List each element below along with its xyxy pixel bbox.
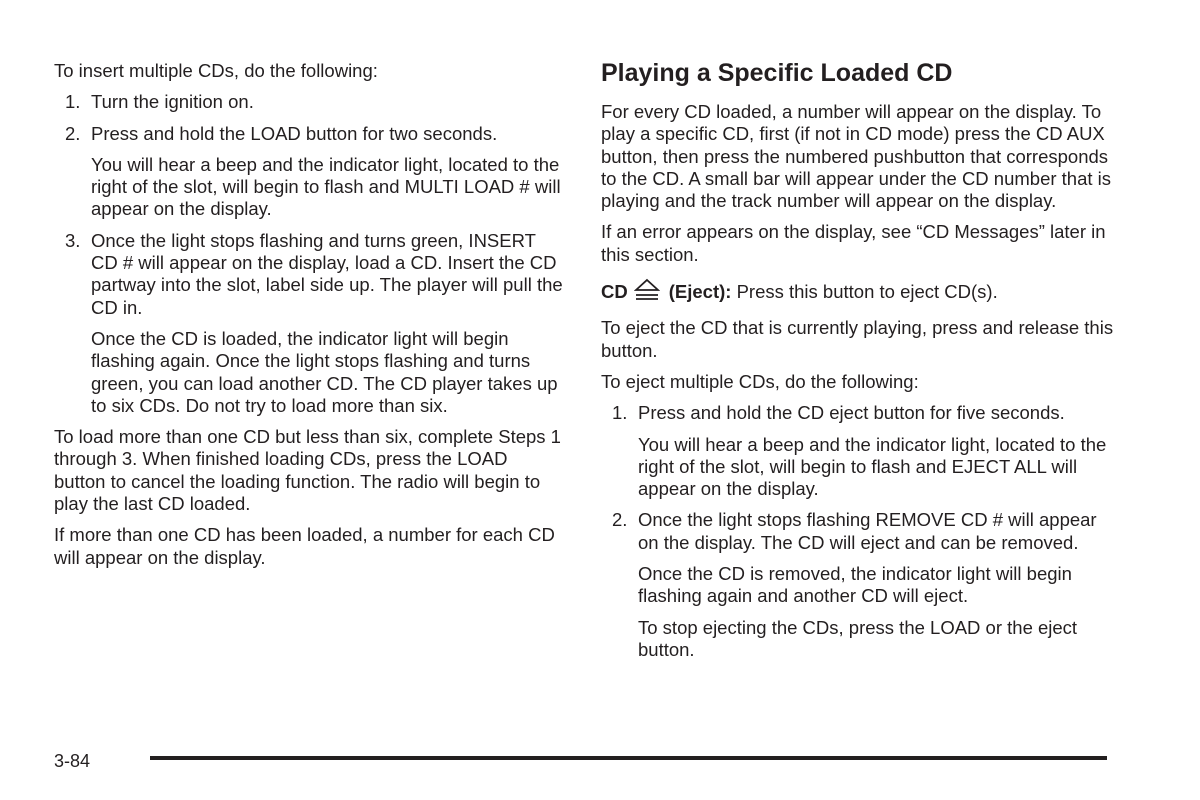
eject-label-suffix: (Eject):	[668, 281, 732, 303]
step-text: Press and hold the CD eject button for five seconds.	[638, 402, 1065, 424]
step-number: 2.	[65, 122, 81, 144]
eject-icon	[634, 278, 660, 305]
step-number: 1.	[65, 91, 81, 113]
list-item	[54, 91, 564, 113]
eject-description-text: Press this button to eject CD(s).	[736, 281, 998, 303]
step-number: 3.	[65, 229, 81, 251]
step-number: 1.	[612, 402, 628, 424]
body-paragraph: To load more than one CD but less than six, complete Steps 1 through 3. When finished loading CDs, press the LOAD button to cancel the loading function. The radio will begin to play the last CD loaded.	[54, 426, 561, 515]
step-text: Once the light stops flashing REMOVE CD # will appear on the display. The CD will eject and can be removed.	[638, 509, 1097, 553]
step-number: 2.	[612, 509, 628, 531]
body-paragraph: If an error appears on the display, see “CD Messages” later in this section.	[601, 221, 1106, 265]
step-detail: Once the CD is loaded, the indicator light will begin flashing again. Once the light stops flashing and turns green, you can load another CD. The CD player takes up to six CDs. Do not try to load more than six.	[91, 327, 558, 416]
right-column	[601, 58, 1121, 670]
step-detail: To stop ejecting the CDs, press the LOAD or the eject button.	[638, 616, 1078, 660]
body-paragraph: If more than one CD has been loaded, a number for each CD will appear on the display.	[54, 524, 555, 568]
list-item	[54, 230, 564, 319]
section-heading: Playing a Specific Loaded CD	[601, 59, 953, 87]
body-paragraph: To eject the CD that is currently playing, press and release this button.	[601, 317, 1114, 361]
list-item	[54, 123, 564, 145]
footer-divider	[150, 756, 1107, 760]
eject-description	[601, 278, 1121, 305]
step-text: Press and hold the LOAD button for two seconds.	[91, 122, 498, 144]
step-text: Once the light stops flashing and turns green, INSERT CD # will appear on the display, load a CD. Insert the CD partway into the slot, label side up. The player will pull the CD in.	[91, 229, 563, 318]
eject-label-prefix: CD	[601, 281, 628, 303]
step-detail: You will hear a beep and the indicator light, located to the right of the slot, will begin to flash and MULTI LOAD # will appear on the display.	[91, 153, 561, 220]
page-number: 3-84	[54, 751, 91, 771]
list-item	[601, 509, 1121, 554]
step-detail: Once the CD is removed, the indicator light will begin flashing again and another CD will eject.	[638, 563, 1072, 607]
left-column	[54, 60, 564, 578]
intro-text: To insert multiple CDs, do the following:	[54, 60, 378, 81]
step-text: Turn the ignition on.	[91, 91, 254, 113]
body-paragraph: For every CD loaded, a number will appear on the display. To play a specific CD, first (if not in CD mode) press the CD AUX button, then press the numbered pushbutton that corresponds to the CD. A small bar will appear under the CD number that is playing and the track number will appear on the display.	[601, 101, 1112, 212]
list-item	[601, 402, 1121, 424]
body-paragraph: To eject multiple CDs, do the following:	[601, 370, 919, 392]
step-detail: You will hear a beep and the indicator light, located to the right of the slot, will begin to flash and EJECT ALL will appear on the display.	[638, 433, 1107, 500]
